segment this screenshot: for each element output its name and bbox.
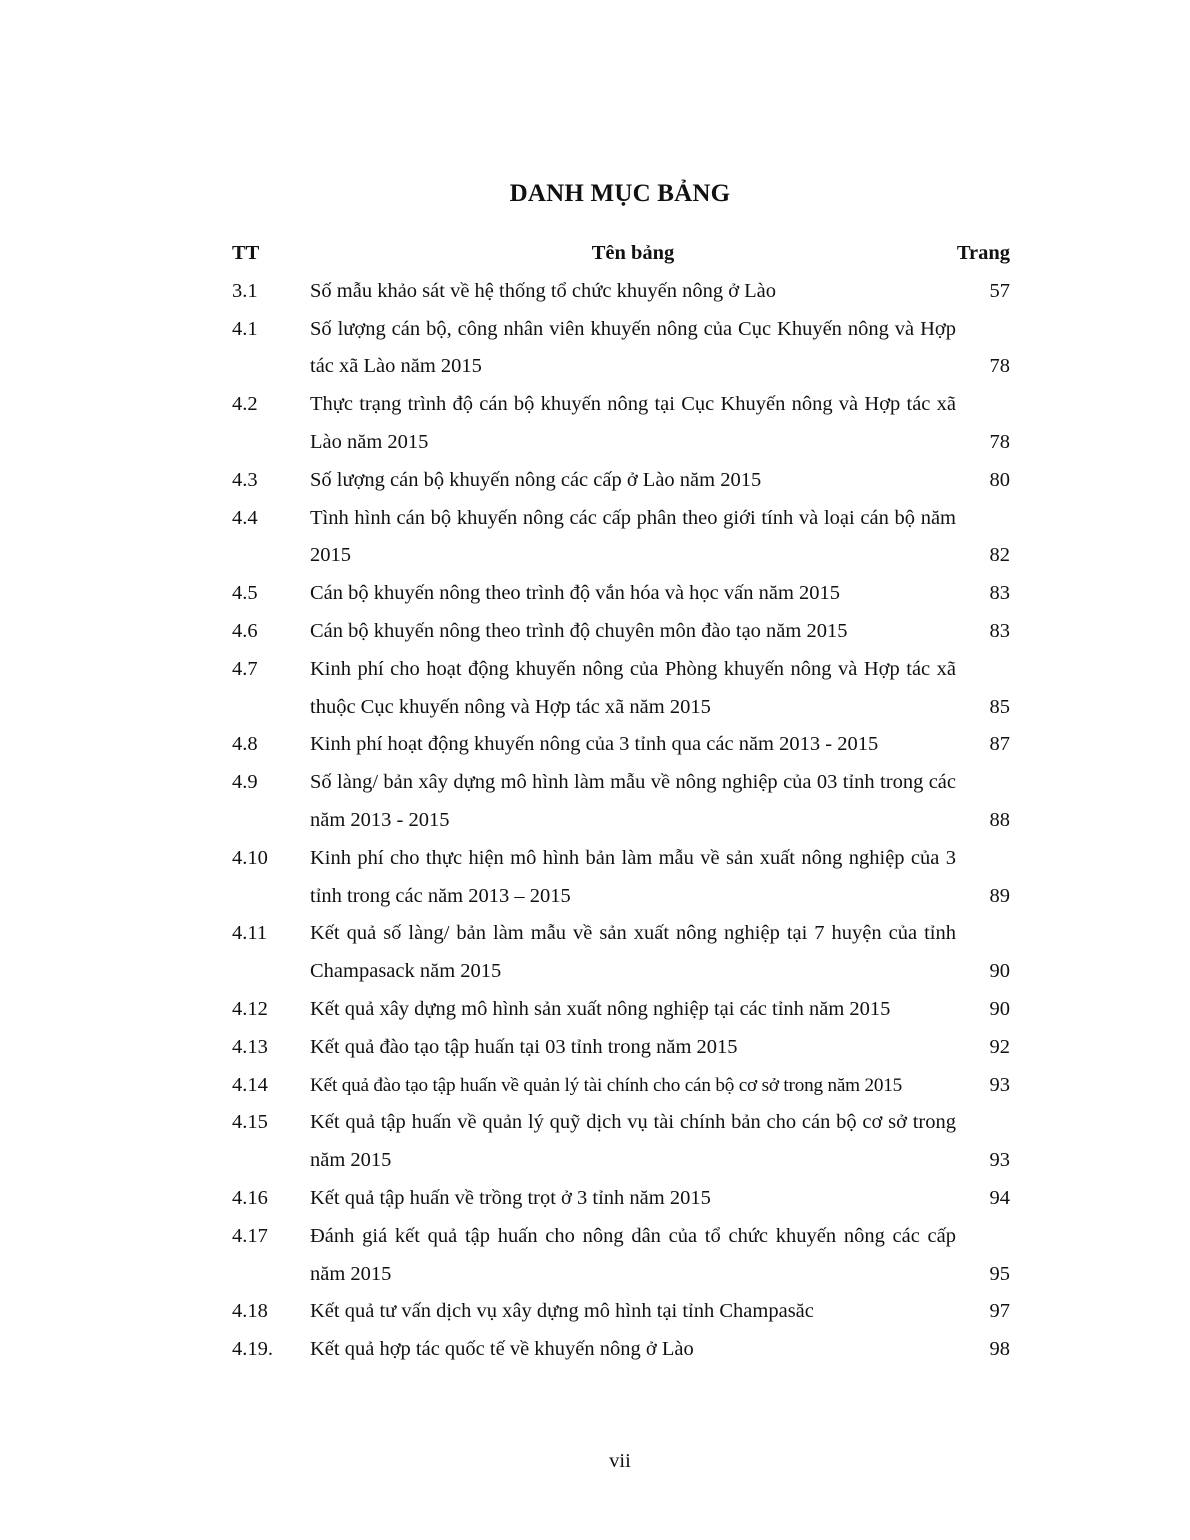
entry-title: Số mẫu khảo sát về hệ thống tổ chức khuyến nông ở Lào	[310, 279, 777, 302]
table-row	[232, 1029, 1010, 1067]
entry-number: 4.11	[232, 922, 268, 945]
entry-page: 83	[989, 582, 1010, 605]
page-number: vii	[609, 1450, 631, 1472]
table-row	[232, 840, 1010, 916]
column-header-number: TT	[232, 242, 260, 264]
entry-title: Kết quả hợp tác quốc tế về khuyến nông ở Lào	[310, 1338, 694, 1361]
table-row	[232, 1180, 1010, 1218]
table-header-row	[232, 235, 1010, 273]
entry-number: 4.8	[232, 733, 258, 756]
entry-page: 82	[989, 544, 1010, 567]
entry-number: 4.3	[232, 468, 258, 491]
table-row	[232, 1067, 1010, 1105]
entry-page: 97	[989, 1300, 1010, 1323]
entry-title: Kết quả tập huấn về trồng trọt ở 3 tỉnh năm 2015	[310, 1186, 711, 1209]
entry-number: 4.5	[232, 582, 258, 605]
entry-number: 4.18	[232, 1300, 268, 1323]
table-row	[232, 991, 1010, 1029]
entry-title: Tình hình cán bộ khuyến nông các cấp phân theo giới tính và loại cán bộ năm 2015	[310, 506, 956, 567]
entry-title: Số lượng cán bộ khuyến nông các cấp ở Lào năm 2015	[310, 468, 762, 491]
table-row	[232, 311, 1010, 387]
table-row	[232, 726, 1010, 764]
entry-title: Kết quả tập huấn về quản lý quỹ dịch vụ tài chính bản cho cán bộ cơ sở trong năm 2015	[310, 1111, 956, 1172]
table-row	[232, 764, 1010, 840]
entry-page: 78	[989, 430, 1010, 453]
entry-number: 3.1	[232, 279, 258, 302]
entry-title: Kinh phí cho hoạt động khuyến nông của Phòng khuyến nông và Hợp tác xã thuộc Cục khuyến nông và Hợp tác xã năm 2015	[310, 657, 956, 718]
entry-page: 87	[989, 733, 1010, 756]
entry-title: Kết quả tư vấn dịch vụ xây dựng mô hình tại tỉnh Champasăc	[310, 1300, 814, 1323]
table-row	[232, 462, 1010, 500]
entry-page: 90	[989, 960, 1010, 983]
table-row	[232, 386, 1010, 462]
entry-number: 4.2	[232, 393, 258, 416]
table-row	[232, 651, 1010, 727]
table-row	[232, 500, 1010, 576]
entry-number: 4.19.	[232, 1338, 273, 1361]
entry-page: 85	[989, 695, 1010, 718]
entry-number: 4.13	[232, 1035, 268, 1058]
entry-page: 83	[989, 619, 1010, 642]
entry-title: Kết quả xây dựng mô hình sản xuất nông nghiệp tại các tỉnh năm 2015	[310, 997, 891, 1020]
column-header-title: Tên bảng	[591, 242, 675, 264]
table-row	[232, 1218, 1010, 1294]
entry-page: 93	[989, 1149, 1010, 1172]
entry-title: Cán bộ khuyến nông theo trình độ vắn hóa và học vấn năm 2015	[310, 582, 841, 605]
entry-number: 4.16	[232, 1186, 268, 1209]
table-row	[232, 915, 1010, 991]
entry-page: 78	[989, 355, 1010, 378]
entry-title: Cán bộ khuyến nông theo trình độ chuyên môn đào tạo năm 2015	[310, 619, 848, 642]
entry-page: 80	[989, 468, 1010, 491]
entry-number: 4.10	[232, 846, 268, 869]
entry-page: 89	[989, 884, 1010, 907]
entry-title: Số lượng cán bộ, công nhân viên khuyến nông của Cục Khuyến nông và Hợp tác xã Lào năm 2015	[310, 317, 956, 378]
entry-title: Kết quả đào tạo tập huấn về quản lý tài chính cho cán bộ cơ sở trong năm 2015	[310, 1074, 903, 1096]
entry-title: Kinh phí hoạt động khuyến nông của 3 tỉnh qua các năm 2013 - 2015	[310, 733, 879, 756]
entry-number: 4.17	[232, 1224, 268, 1247]
table-row	[232, 1331, 1010, 1369]
table-row	[232, 273, 1010, 311]
table-row	[232, 613, 1010, 651]
page-title: DANH MỤC BẢNG	[509, 180, 731, 207]
entry-page: 94	[989, 1186, 1010, 1209]
entry-title: Thực trạng trình độ cán bộ khuyến nông tại Cục Khuyến nông và Hợp tác xã Lào năm 2015	[310, 393, 956, 453]
entry-page: 57	[989, 279, 1010, 302]
column-header-page: Trang	[956, 242, 1010, 264]
entry-title: Kết quả đào tạo tập huấn tại 03 tỉnh trong năm 2015	[310, 1035, 738, 1058]
entry-number: 4.1	[232, 317, 258, 340]
entry-page: 93	[989, 1073, 1010, 1096]
entry-title: Số làng/ bản xây dựng mô hình làm mẫu về nông nghiệp của 03 tỉnh trong các năm 2013 - 2015	[310, 771, 956, 831]
entry-title: Kết quả số làng/ bản làm mẫu về sản xuất nông nghiệp tại 7 huyện của tỉnh Champasack năm 2015	[310, 922, 956, 983]
table-row	[232, 1293, 1010, 1331]
entry-number: 4.4	[232, 506, 258, 529]
entry-page: 92	[989, 1035, 1010, 1058]
entry-number: 4.9	[232, 771, 258, 794]
entry-page: 98	[989, 1338, 1010, 1361]
entry-page: 90	[989, 997, 1010, 1020]
entry-title: Đánh giá kết quả tập huấn cho nông dân của tổ chức khuyến nông các cấp năm 2015	[310, 1224, 956, 1285]
entry-number: 4.6	[232, 619, 258, 642]
entry-page: 88	[989, 808, 1010, 831]
entry-title: Kinh phí cho thực hiện mô hình bản làm mẫu về sản xuất nông nghiệp của 3 tỉnh trong các năm 2013 – 2015	[310, 846, 956, 907]
table-of-tables	[232, 235, 1010, 1369]
entry-number: 4.15	[232, 1111, 268, 1134]
entry-number: 4.12	[232, 997, 268, 1020]
table-row	[232, 1104, 1010, 1180]
entry-number: 4.14	[232, 1073, 268, 1096]
entry-number: 4.7	[232, 657, 258, 680]
table-row	[232, 575, 1010, 613]
entry-page: 95	[989, 1262, 1010, 1285]
